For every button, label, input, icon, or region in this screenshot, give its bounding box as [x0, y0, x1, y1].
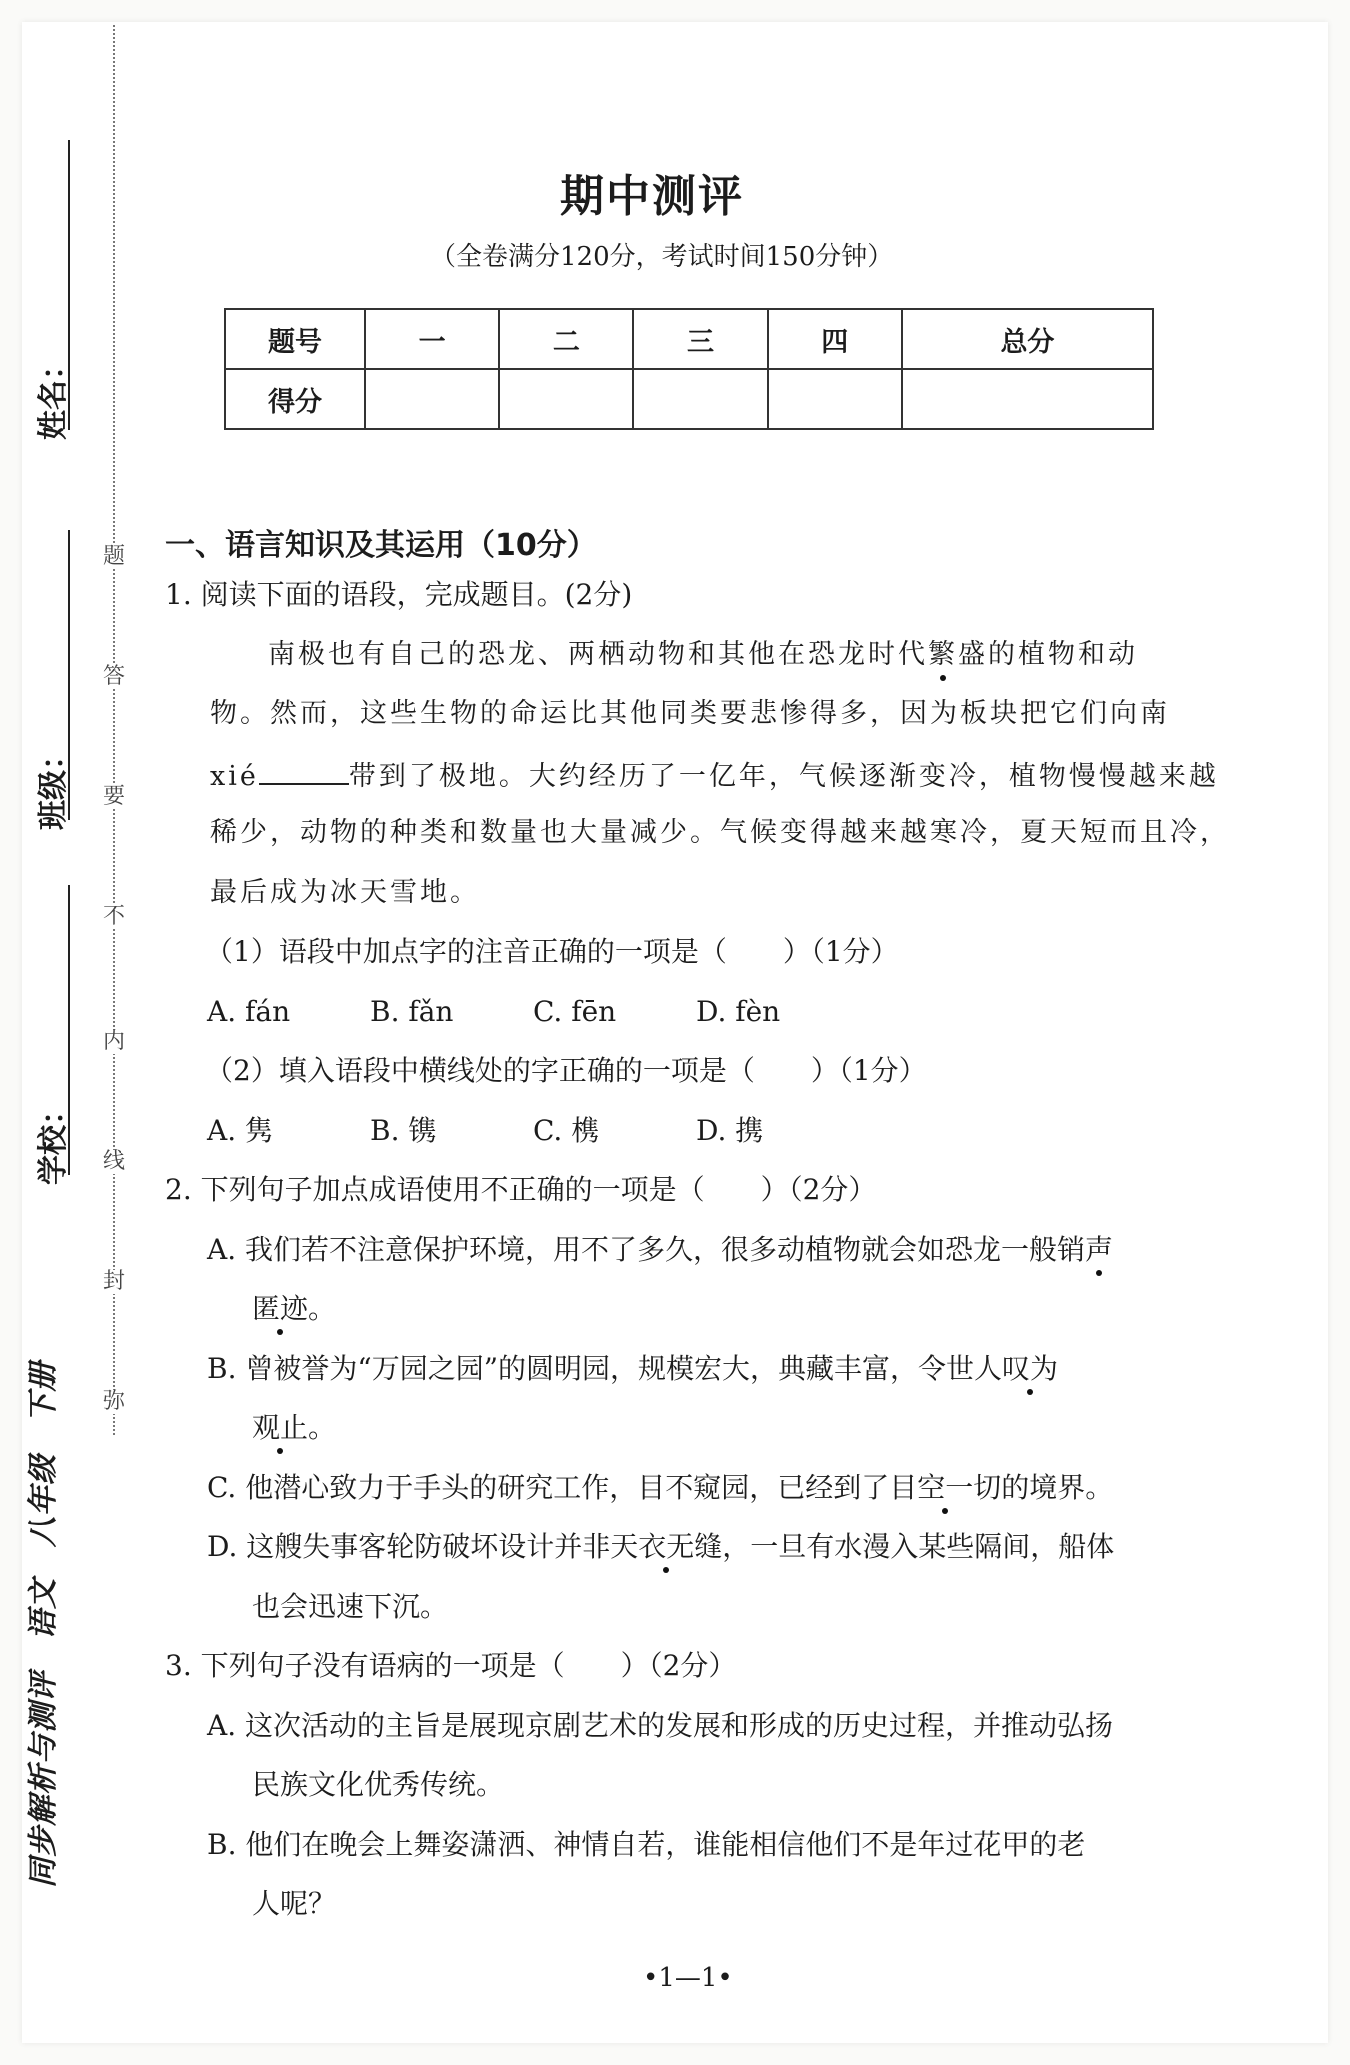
option-a[interactable]: A. 我们若不注意保护环境，用不了多久，很多动植物就会如恐龙一般销声	[207, 1233, 1114, 1266]
passage-line: xié 带到了极地。大约经历了一亿年，气候逐渐变冷，植物慢慢越来越	[210, 757, 1219, 794]
passage-line: 物。然而，这些生物的命运比其他同类要悲惨得多，因为板块把它们向南	[210, 698, 1170, 729]
option-d-continued: 也会迅速下沉。	[252, 1590, 449, 1623]
seal-word: 题	[103, 544, 126, 569]
school-label: 学校：	[36, 1095, 71, 1185]
score-table-score-row	[225, 369, 1153, 429]
score-cell: 总分	[902, 309, 1153, 369]
option-a[interactable]: A. 这次活动的主旨是展现京剧艺术的发展和形成的历史过程，并推动弘扬	[207, 1709, 1114, 1742]
name-underline[interactable]	[68, 140, 70, 430]
dotted-char: 繁	[928, 639, 958, 670]
seal-word: 答	[103, 664, 126, 689]
class-underline[interactable]	[68, 530, 70, 820]
school-underline[interactable]	[68, 885, 70, 1175]
score-cell: 一	[365, 309, 499, 369]
section-heading: 一、语言知识及其运用（10分）	[165, 528, 597, 563]
dotted-char: 天衣无缝	[610, 1530, 723, 1563]
option-b[interactable]: B. fǎn	[370, 995, 454, 1028]
option-b[interactable]: B. 镌	[370, 1114, 437, 1147]
option-c[interactable]: C. fēn	[533, 995, 617, 1028]
passage-line: 稀少，动物的种类和数量也大量减少。气候变得越来越寒冷，夏天短而且冷，	[210, 817, 1230, 848]
name-label: 姓名：	[36, 350, 71, 440]
option-c[interactable]: C. 他潜心致力于手头的研究工作，目不窥园，已经到了目空一切的境界。	[207, 1471, 1114, 1504]
score-table	[224, 308, 1154, 430]
dotted-char: 观止	[252, 1411, 309, 1444]
score-cell: 二	[499, 309, 633, 369]
seal-word: 要	[103, 784, 126, 809]
passage-line: 最后成为冰天雪地。	[210, 877, 480, 908]
score-table-header-row	[225, 309, 1153, 369]
option-b[interactable]: B. 曾被誉为“万园之园”的圆明园，规模宏大，典藏丰富，令世人叹为	[207, 1352, 1059, 1385]
book-series-label: 同步解析与测评 语文 八年级 下册	[26, 1361, 61, 1888]
dotted-char: 目空一切	[889, 1471, 1002, 1504]
option-b-continued: 人呢？	[252, 1887, 337, 1920]
question-3-stem: 3. 下列句子没有语病的一项是（ ）（2分）	[165, 1649, 737, 1682]
sub-question-2: （2）填入语段中横线处的字正确的一项是（ ）（1分）	[205, 1054, 927, 1087]
score-cell: 三	[633, 309, 767, 369]
seal-dotted-line	[113, 25, 115, 1435]
option-b-continued: 观止。	[252, 1411, 337, 1444]
passage-line: 南极也有自己的恐龙、两栖动物和其他在恐龙时代繁盛的植物和动	[268, 639, 1138, 670]
seal-word: 不	[103, 904, 126, 929]
question-1-stem: 1. 阅读下面的语段，完成题目。(2分)	[165, 578, 633, 611]
dotted-char: 匿迹	[252, 1292, 309, 1325]
option-c[interactable]: C. 槜	[533, 1114, 600, 1147]
dotted-char: 声	[1085, 1233, 1114, 1266]
option-a[interactable]: A. fán	[207, 995, 291, 1028]
score-input-cell[interactable]	[768, 369, 902, 429]
option-a[interactable]: A. 隽	[207, 1114, 274, 1147]
option-d[interactable]: D. 这艘失事客轮防破坏设计并非天衣无缝，一旦有水漫入某些隔间，船体	[207, 1530, 1115, 1563]
sub-question-2-options	[207, 1114, 859, 1148]
sub-question-1: （1）语段中加点字的注音正确的一项是（ ）（1分）	[205, 935, 899, 968]
dotted-char: 叹为	[1002, 1352, 1059, 1385]
class-label: 班级：	[36, 740, 71, 830]
score-input-cell[interactable]	[902, 369, 1153, 429]
fill-blank[interactable]	[259, 757, 349, 785]
exam-subtitle: （全卷满分120分，考试时间150分钟）	[430, 242, 894, 272]
score-input-cell[interactable]	[499, 369, 633, 429]
seal-word: 内	[103, 1029, 126, 1054]
option-a-continued: 匿迹。	[252, 1292, 337, 1325]
option-d[interactable]: D. fèn	[696, 995, 781, 1028]
option-b[interactable]: B. 他们在晚会上舞姿潇洒、神情自若，谁能相信他们不是年过花甲的老	[207, 1828, 1086, 1861]
score-input-cell[interactable]	[365, 369, 499, 429]
score-cell: 题号	[225, 309, 365, 369]
score-cell: 得分	[225, 369, 365, 429]
option-d[interactable]: D. 携	[696, 1114, 764, 1147]
page-number: •1—1•	[643, 1963, 733, 1993]
option-a-continued: 民族文化优秀传统。	[252, 1768, 505, 1801]
score-cell: 四	[768, 309, 902, 369]
seal-word: 弥	[103, 1389, 126, 1414]
sub-question-1-options	[207, 995, 859, 1029]
question-2-stem: 2. 下列句子加点成语使用不正确的一项是（ ）（2分）	[165, 1173, 877, 1206]
score-input-cell[interactable]	[633, 369, 767, 429]
exam-title: 期中测评	[560, 171, 744, 222]
seal-word: 线	[103, 1149, 126, 1174]
seal-word: 封	[103, 1269, 126, 1294]
